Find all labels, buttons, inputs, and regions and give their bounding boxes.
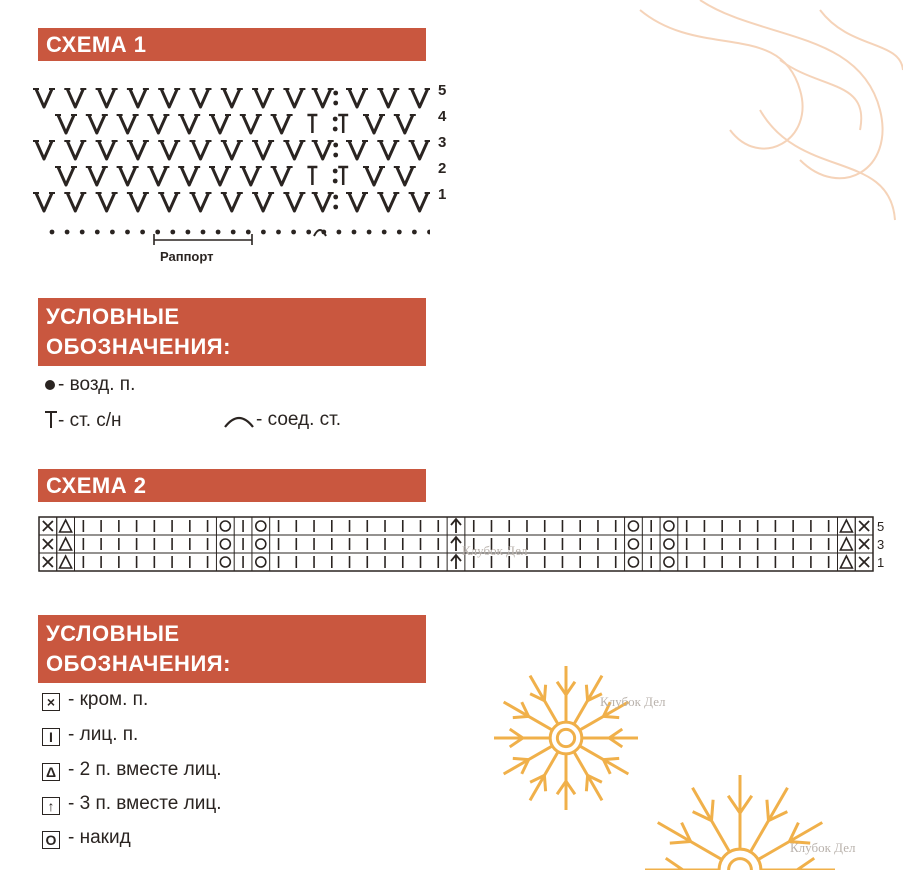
v-stitch-symbol — [33, 89, 55, 107]
v-stitch-symbol — [190, 89, 212, 107]
scheme2-title: СХЕМА 2 — [38, 469, 426, 502]
legend-label-dc: - ст. с/н — [58, 410, 122, 431]
cross-box-icon: × — [42, 693, 60, 711]
v-stitch-symbol — [158, 141, 180, 159]
chain-dot — [65, 230, 70, 235]
v-stitch-symbol — [221, 89, 243, 107]
legend1-title-line2: ОБОЗНАЧЕНИЯ: — [46, 334, 231, 359]
v-stitch-symbol — [117, 167, 139, 185]
legend2-title-line2: ОБОЗНАЧЕНИЯ: — [46, 651, 231, 676]
scheme1-chart — [30, 70, 430, 245]
v-stitch-symbol — [346, 89, 368, 107]
chain-dot — [110, 230, 115, 235]
t-stitch-symbol — [338, 167, 348, 185]
t-stitch-symbol — [307, 167, 317, 185]
legend-label-chain: - возд. п. — [58, 374, 136, 395]
chain-dot — [95, 230, 100, 235]
scheme1-row-number: 3 — [438, 134, 447, 151]
legend2-item-edge — [42, 689, 148, 711]
legend2-label-k3tog: - 3 п. вместе лиц. — [68, 793, 222, 814]
legend2-label-edge: - кром. п. — [68, 689, 149, 710]
v-stitch-symbol — [96, 89, 118, 107]
v-stitch-symbol — [221, 193, 243, 211]
legend2-label-yo: - накид — [68, 827, 131, 848]
v-stitch-symbol — [377, 141, 399, 159]
chain-dot — [337, 230, 342, 235]
v-stitch-symbol — [312, 193, 334, 211]
edge-stitch-cell — [43, 557, 53, 567]
v-stitch-symbol — [190, 141, 212, 159]
yarn-over-cell — [220, 539, 230, 549]
legend2-item-k3tog — [42, 793, 222, 815]
v-stitch-symbol — [312, 89, 334, 107]
v-stitch-symbol — [86, 115, 108, 133]
circle-box-icon: O — [42, 831, 60, 849]
k2tog-cell — [840, 520, 852, 532]
chain-dot — [170, 230, 175, 235]
legend2-title — [38, 615, 426, 683]
chain-dot — [382, 230, 387, 235]
v-stitch-symbol — [271, 167, 293, 185]
v-stitch-symbol — [33, 193, 55, 211]
scheme2-row-number: 5 — [877, 519, 885, 534]
chain-dots-symbol — [333, 169, 338, 184]
legend2-item-k2tog — [42, 759, 222, 781]
yarn-over-cell — [628, 521, 638, 531]
chain-dot — [231, 230, 236, 235]
v-stitch-symbol — [117, 115, 139, 133]
chain-dot — [50, 230, 55, 235]
chain-dot — [140, 230, 145, 235]
t-stitch-symbol — [338, 115, 348, 133]
scheme1-row-number: 2 — [438, 160, 447, 177]
t-stitch-symbol — [307, 115, 317, 133]
snowflake-icon — [494, 666, 638, 810]
v-stitch-symbol — [394, 167, 416, 185]
triangle-box-icon: Δ — [42, 763, 60, 781]
swirl-ornament — [640, 0, 903, 220]
chain-dot — [291, 230, 296, 235]
yarn-over-cell — [220, 557, 230, 567]
v-stitch-symbol — [283, 89, 305, 107]
v-stitch-symbol — [240, 167, 262, 185]
v-stitch-symbol — [209, 167, 231, 185]
legend-item-chain — [44, 374, 135, 396]
chain-dots-symbol — [333, 143, 338, 158]
yarn-over-cell — [628, 557, 638, 567]
v-stitch-symbol — [346, 193, 368, 211]
v-stitch-symbol — [64, 141, 86, 159]
edge-stitch-cell — [43, 539, 53, 549]
v-stitch-symbol — [55, 115, 77, 133]
scheme2-row-number: 1 — [877, 555, 885, 570]
legend1-title-line1: УСЛОВНЫЕ — [46, 304, 180, 329]
chain-dot — [80, 230, 85, 235]
chain-dot — [306, 230, 311, 235]
v-stitch-symbol — [158, 193, 180, 211]
yarn-over-cell — [664, 521, 674, 531]
k2tog-cell — [60, 520, 72, 532]
scheme1-row-number: 1 — [438, 186, 447, 203]
v-stitch-symbol — [147, 167, 169, 185]
v-stitch-symbol — [377, 89, 399, 107]
legend2-item-knit — [42, 724, 138, 746]
legend-item-slip — [222, 409, 341, 431]
legend-label-slip: - соед. ст. — [256, 409, 342, 430]
edge-stitch-cell — [859, 557, 869, 567]
v-stitch-symbol — [86, 167, 108, 185]
yarn-over-cell — [256, 521, 266, 531]
yarn-over-cell — [256, 539, 266, 549]
v-stitch-symbol — [127, 141, 149, 159]
watermark: Клубок Дел — [600, 694, 666, 709]
v-stitch-symbol — [96, 193, 118, 211]
chain-dot — [201, 230, 206, 235]
k3tog-cell — [451, 537, 461, 551]
chain-dot — [352, 230, 357, 235]
yarn-over-cell — [664, 557, 674, 567]
v-stitch-symbol — [409, 89, 430, 107]
bar-box-icon: I — [42, 728, 60, 746]
v-stitch-symbol — [271, 115, 293, 133]
yarn-over-cell — [628, 539, 638, 549]
watermark: Клубок Дел — [790, 840, 856, 855]
chain-dot — [427, 230, 430, 235]
arrow-box-icon: ↑ — [42, 797, 60, 815]
k3tog-cell — [451, 555, 461, 569]
v-stitch-symbol — [252, 89, 274, 107]
v-stitch-symbol — [312, 141, 334, 159]
legend2-item-yo — [42, 827, 131, 849]
v-stitch-symbol — [363, 167, 385, 185]
v-stitch-symbol — [190, 193, 212, 211]
chain-dot — [397, 230, 402, 235]
v-stitch-symbol — [377, 193, 399, 211]
chain-dots-symbol — [333, 195, 338, 210]
v-stitch-symbol — [96, 141, 118, 159]
chain-dot — [216, 230, 221, 235]
v-stitch-symbol — [409, 141, 430, 159]
v-stitch-symbol — [33, 141, 55, 159]
v-stitch-symbol — [178, 167, 200, 185]
v-stitch-symbol — [363, 115, 385, 133]
v-stitch-symbol — [252, 141, 274, 159]
v-stitch-symbol — [394, 115, 416, 133]
dot-icon — [44, 377, 58, 391]
scheme2-row-number: 3 — [877, 537, 885, 552]
edge-stitch-cell — [859, 539, 869, 549]
yarn-over-cell — [664, 539, 674, 549]
k3tog-cell — [451, 519, 461, 533]
v-stitch-symbol — [64, 193, 86, 211]
v-stitch-symbol — [409, 193, 430, 211]
v-stitch-symbol — [221, 141, 243, 159]
chain-dot — [125, 230, 130, 235]
arc-icon — [222, 409, 256, 429]
k2tog-cell — [60, 538, 72, 550]
v-stitch-symbol — [64, 89, 86, 107]
v-stitch-symbol — [209, 115, 231, 133]
chain-dot — [367, 230, 372, 235]
chain-dot — [186, 230, 191, 235]
yarn-over-cell — [256, 557, 266, 567]
v-stitch-symbol — [158, 89, 180, 107]
chain-dot — [261, 230, 266, 235]
v-stitch-symbol — [252, 193, 274, 211]
v-stitch-symbol — [147, 115, 169, 133]
v-stitch-symbol — [283, 193, 305, 211]
v-stitch-symbol — [55, 167, 77, 185]
v-stitch-symbol — [240, 115, 262, 133]
chain-dot — [155, 230, 160, 235]
legend2-title-line1: УСЛОВНЫЕ — [46, 621, 180, 646]
v-stitch-symbol — [346, 141, 368, 159]
v-stitch-symbol — [127, 193, 149, 211]
chain-dot — [412, 230, 417, 235]
legend1-title — [38, 298, 426, 366]
rapport-label: Раппорт — [160, 249, 214, 264]
v-stitch-symbol — [127, 89, 149, 107]
watermark: Клубок Дел — [462, 543, 528, 558]
k2tog-cell — [60, 556, 72, 568]
yarn-over-cell — [220, 521, 230, 531]
legend-item-dc — [44, 409, 122, 432]
scheme1-row-number: 4 — [438, 108, 447, 125]
v-stitch-symbol — [283, 141, 305, 159]
edge-stitch-cell — [859, 521, 869, 531]
k2tog-cell — [840, 538, 852, 550]
edge-stitch-cell — [43, 521, 53, 531]
rapport-bracket — [154, 234, 252, 245]
v-stitch-symbol — [178, 115, 200, 133]
scheme1-row-number: 5 — [438, 82, 447, 99]
t-stitch-icon — [44, 409, 58, 429]
chain-dots-symbol — [333, 117, 338, 132]
legend2-label-k2tog: - 2 п. вместе лиц. — [68, 759, 222, 780]
k2tog-cell — [840, 556, 852, 568]
chain-dots-symbol — [333, 91, 338, 106]
scheme1-title: СХЕМА 1 — [38, 28, 426, 61]
chain-dot — [246, 230, 251, 235]
legend2-label-knit: - лиц. п. — [68, 724, 139, 745]
chain-dot — [276, 230, 281, 235]
